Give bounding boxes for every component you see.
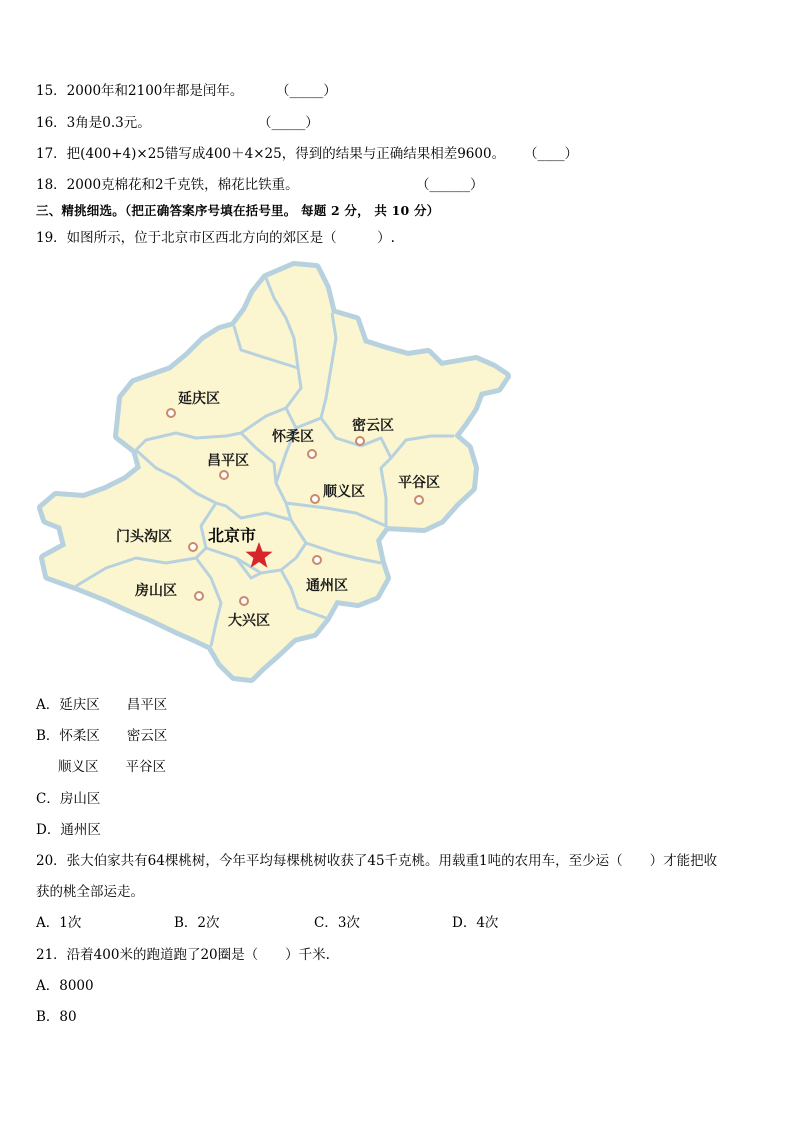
question-16-answer-blank[interactable]: （_____） <box>258 115 319 131</box>
huairou-dot <box>308 450 316 458</box>
changping-dot <box>220 471 228 479</box>
label-shunyi: 顺义区 <box>323 484 365 500</box>
q21-option-b[interactable]: B．80 <box>36 1009 77 1025</box>
question-16 <box>36 115 151 131</box>
label-daxing: 大兴区 <box>228 613 270 629</box>
q21-option-a[interactable]: A．8000 <box>36 978 94 994</box>
question-15-text: 15．2000年和2100年都是闰年。 <box>36 83 244 99</box>
question-15 <box>36 83 243 99</box>
question-16-text: 16．3角是0.3元。 <box>36 115 151 131</box>
q19-option-c[interactable]: C．房山区 <box>36 791 101 807</box>
q19-option-b-continued: 顺义区 平谷区 <box>58 759 166 775</box>
label-mentougou: 门头沟区 <box>116 529 172 545</box>
label-pinggu: 平谷区 <box>398 475 440 491</box>
q20-option-b[interactable]: B．2次 <box>174 915 220 931</box>
question-18-answer-blank[interactable]: （______） <box>416 177 484 193</box>
miyun-dot <box>356 437 364 445</box>
label-tongzhou: 通州区 <box>306 578 348 594</box>
question-15-answer-blank[interactable]: （_____） <box>276 83 337 99</box>
pinggu-dot <box>415 496 423 504</box>
section-heading: 三、精挑细选。（把正确答案序号填在括号里。 每题 2 分， 共 10 分） <box>36 203 440 218</box>
label-huairou: 怀柔区 <box>272 429 314 445</box>
question-20-line-2: 获的桃全部运走。 <box>36 884 144 900</box>
map-svg <box>36 258 516 683</box>
label-city: 北京市 <box>208 526 257 545</box>
shunyi-dot <box>311 495 319 503</box>
question-20-line-1: 20．张大伯家共有64棵桃树，今年平均每棵桃树收获了45千克桃。用载重1吨的农用车，至少运（ ）才能把收 <box>36 853 718 869</box>
question-18-text: 18．2000克棉花和2千克铁，棉花比铁重。 <box>36 177 299 193</box>
label-yanqing: 延庆区 <box>178 391 220 407</box>
label-changping: 昌平区 <box>207 453 249 469</box>
question-19: 19．如图所示，位于北京市区西北方向的郊区是（ ）. <box>36 230 395 246</box>
tongzhou-dot <box>313 556 321 564</box>
yanqing-dot <box>167 409 175 417</box>
q19-option-b[interactable]: B．怀柔区 密云区 <box>36 728 168 744</box>
q19-option-a[interactable]: A．延庆区 昌平区 <box>36 697 168 713</box>
question-17-text: 17．把(400+4)×25错写成400＋4×25，得到的结果与正确结果相差9600。 <box>36 146 506 162</box>
label-miyun: 密云区 <box>352 418 394 434</box>
beijing-district-map <box>36 258 516 683</box>
q20-option-d[interactable]: D．4次 <box>452 915 499 931</box>
question-17 <box>36 146 505 162</box>
mentougou-dot <box>189 543 197 551</box>
q20-option-c[interactable]: C．3次 <box>314 915 360 931</box>
question-21: 21．沿着400米的跑道跑了20圈是（ ）千米. <box>36 947 330 963</box>
fangshan-dot <box>195 592 203 600</box>
label-fangshan: 房山区 <box>135 583 177 599</box>
q19-option-d[interactable]: D．通州区 <box>36 822 101 838</box>
question-17-answer-blank[interactable]: （____） <box>524 146 578 162</box>
q20-option-a[interactable]: A．1次 <box>36 915 82 931</box>
question-18 <box>36 177 299 193</box>
daxing-dot <box>240 597 248 605</box>
